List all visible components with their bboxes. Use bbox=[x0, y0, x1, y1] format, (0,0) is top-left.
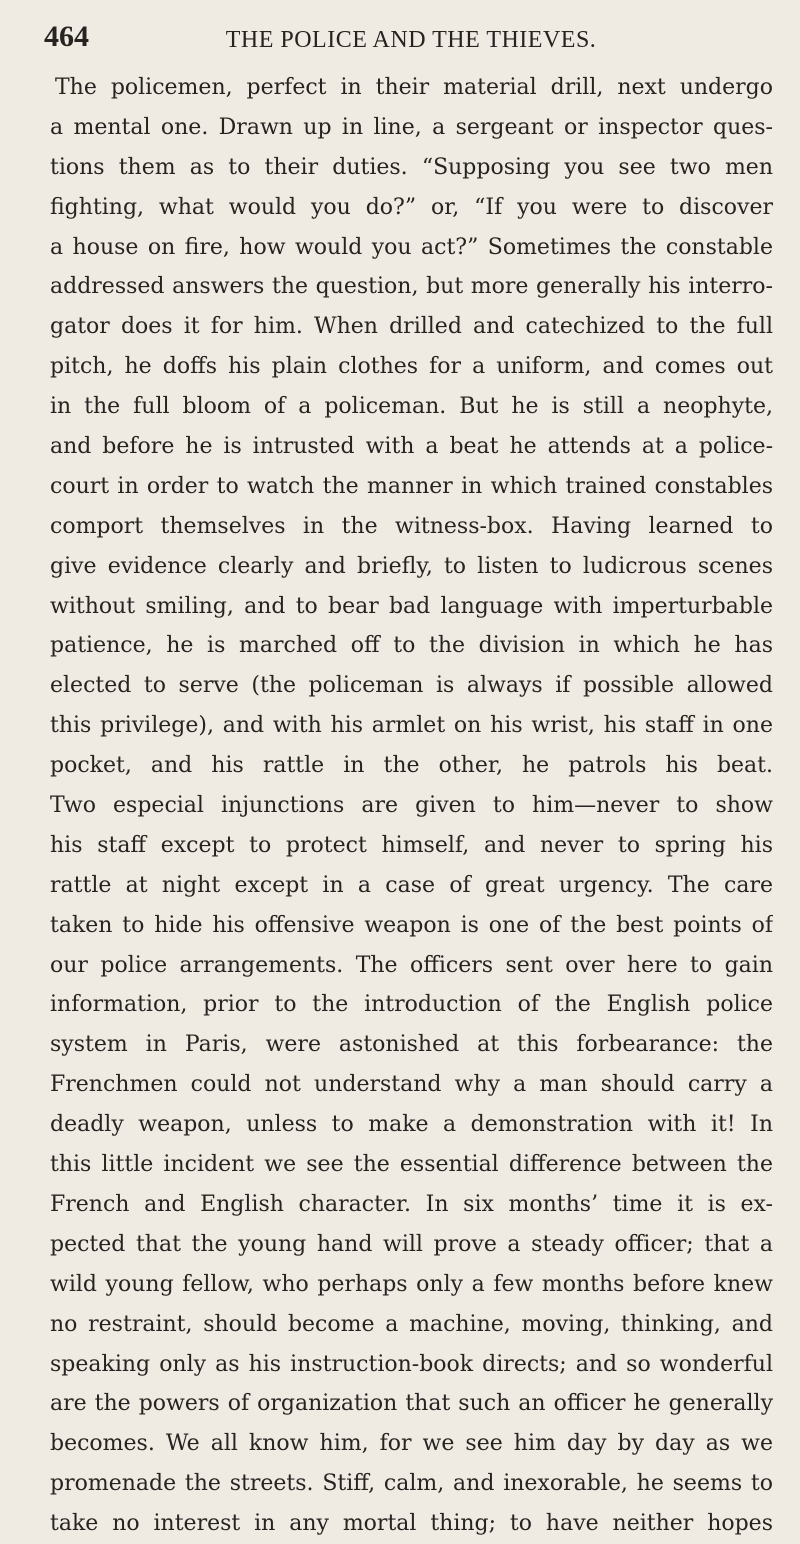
text-line: gator does it for him. When drilled and catechized to the full bbox=[50, 314, 773, 340]
text-line: French and English character. In six months’ time it is ex- bbox=[50, 1191, 773, 1217]
text-line: give evidence clearly and briefly, to listen to ludicrous scenes bbox=[50, 553, 773, 579]
text-line: take no interest in any mortal thing; to have neither hopes bbox=[50, 1511, 773, 1537]
text-line: court in order to watch the manner in which trained constables bbox=[50, 473, 773, 499]
text-line: in the full bloom of a policeman. But he is still a neophyte, bbox=[50, 394, 773, 420]
text-line: a house on fire, how would you act?” Sometimes the constable bbox=[50, 234, 773, 260]
text-line: information, prior to the introduction of the English police bbox=[50, 992, 773, 1018]
text-line: speaking only as his instruction-book directs; and so wonderful bbox=[50, 1351, 773, 1377]
text-line: addressed answers the question, but more generally his interro- bbox=[50, 274, 773, 300]
text-line: promenade the streets. Stiff, calm, and inexorable, he seems to bbox=[50, 1471, 773, 1497]
page-header bbox=[44, 8, 772, 58]
body-text bbox=[50, 68, 773, 1544]
running-head: THE POLICE AND THE THIEVES. bbox=[225, 27, 597, 53]
text-line: Two especial injunctions are given to him—never to show bbox=[50, 793, 773, 819]
text-line: this little incident we see the essential difference between the bbox=[50, 1152, 773, 1178]
text-line: patience, he is marched off to the division in which he has bbox=[50, 633, 773, 659]
text-line: fighting, what would you do?” or, “If you were to discover bbox=[50, 194, 773, 220]
text-line: system in Paris, were astonished at this forbearance: the bbox=[50, 1032, 773, 1058]
text-line: pocket, and his rattle in the other, he patrols his beat. bbox=[50, 753, 773, 779]
text-line: a mental one. Drawn up in line, a sergeant or inspector ques- bbox=[50, 114, 773, 140]
text-line: tions them as to their duties. “Supposing you see two men bbox=[50, 154, 773, 180]
text-line: wild young fellow, who perhaps only a few months before knew bbox=[50, 1271, 773, 1297]
text-line: deadly weapon, unless to make a demonstration with it! In bbox=[50, 1112, 773, 1138]
page-number: 464 bbox=[44, 20, 89, 53]
text-line: our police arrangements. The officers sent over here to gain bbox=[50, 952, 773, 978]
text-line: no restraint, should become a machine, moving, thinking, and bbox=[50, 1311, 773, 1337]
text-line: this privilege), and with his armlet on his wrist, his staff in one bbox=[50, 713, 773, 739]
text-line: and before he is intrusted with a beat he attends at a police- bbox=[50, 434, 773, 460]
text-line: are the powers of organization that such an officer he generally bbox=[50, 1391, 773, 1417]
text-line: The policemen, perfect in their material drill, next undergo bbox=[55, 75, 773, 100]
text-line: pected that the young hand will prove a steady officer; that a bbox=[50, 1231, 773, 1257]
text-line: comport themselves in the witness-box. Having learned to bbox=[50, 513, 773, 539]
text-line: pitch, he doffs his plain clothes for a uniform, and comes out bbox=[50, 354, 773, 380]
text-line: without smiling, and to bear bad language with imperturbable bbox=[50, 593, 773, 619]
text-line: elected to serve (the policeman is always if possible allowed bbox=[50, 673, 773, 699]
text-line: Frenchmen could not understand why a man should carry a bbox=[50, 1072, 773, 1098]
text-line: taken to hide his offensive weapon is one of the best points of bbox=[50, 912, 773, 938]
text-line: becomes. We all know him, for we see him day by day as we bbox=[50, 1431, 773, 1457]
text-line: his staff except to protect himself, and never to spring his bbox=[50, 832, 773, 858]
text-line: rattle at night except in a case of great urgency. The care bbox=[50, 872, 773, 898]
